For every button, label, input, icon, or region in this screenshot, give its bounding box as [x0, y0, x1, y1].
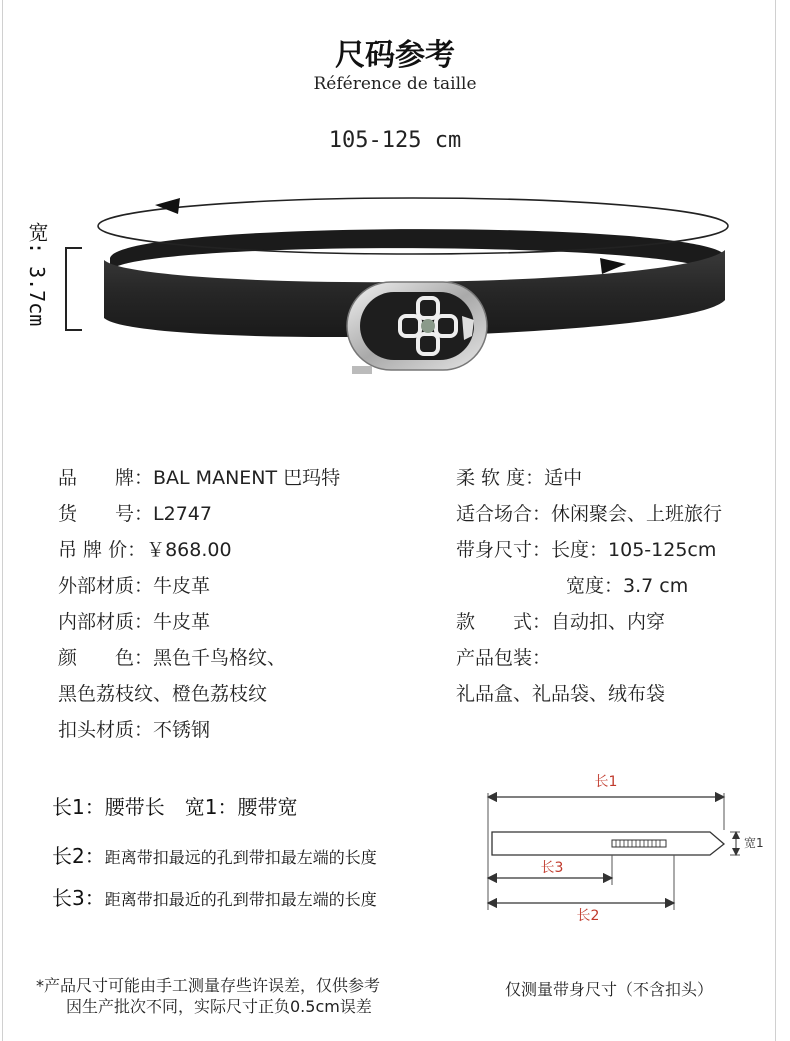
arrow-left-icon	[155, 198, 180, 214]
belt-image	[0, 180, 790, 390]
spec-packaging-items: 礼品盒、礼品袋、绒布袋	[456, 683, 666, 705]
spec-brand: 品 牌：BAL MANENT 巴玛特	[58, 467, 341, 489]
spec-outer-material: 外部材质：牛皮革	[58, 575, 211, 597]
belt-strip	[492, 832, 724, 855]
left-border	[2, 0, 3, 1041]
legend-length-width: 长1：腰带长 宽1：腰带宽	[52, 795, 298, 819]
spec-item-number: 货 号：L2747	[58, 503, 212, 525]
l1-label: 长1	[594, 774, 618, 790]
spec-softness: 柔 软 度：适中	[456, 467, 583, 489]
spec-occasion: 适合场合：休闲聚会、上班旅行	[456, 503, 723, 525]
spec-style: 款 式：自动扣、内穿	[456, 611, 666, 633]
page-subtitle: Référence de taille	[313, 74, 477, 94]
belt-width-label: 宽: 3.7cm	[25, 222, 49, 327]
buckle	[347, 282, 487, 374]
spec-color: 颜 色：黑色千鸟格纹、	[58, 647, 287, 669]
disclaimer-note: *产品尺寸可能由手工测量存些许误差，仅供参考 因生产批次不同，实际尺寸正负0.5cm误差	[36, 976, 381, 1016]
measurement-diagram	[470, 760, 780, 925]
w1-label: 宽1	[744, 836, 764, 850]
spec-packaging: 产品包装：	[456, 647, 552, 669]
l3-label: 长3	[540, 860, 564, 876]
measure-note: 仅测量带身尺寸（不含扣头）	[505, 980, 714, 999]
width-bracket	[66, 248, 82, 330]
spec-buckle-material: 扣头材质：不锈钢	[58, 719, 211, 741]
l2-label: 长2	[576, 908, 600, 924]
belt-back	[110, 229, 725, 275]
spec-belt-width: 宽度：3.7 cm	[566, 575, 689, 597]
spec-belt-size: 带身尺寸：长度：105-125cm	[456, 539, 717, 561]
spec-tag-price: 吊 牌 价：￥868.00	[58, 539, 232, 561]
spec-color-continued: 黑色荔枝纹、橙色荔枝纹	[58, 683, 268, 705]
legend-length3: 长3：距离带扣最近的孔到带扣最左端的长度	[52, 886, 377, 910]
arrow-right-icon	[600, 258, 626, 274]
legend-length2: 长2：距离带扣最远的孔到带扣最左端的长度	[52, 844, 377, 868]
page-title: 尺码参考	[335, 38, 455, 73]
spec-inner-material: 内部材质：牛皮革	[58, 611, 211, 633]
size-range: 105-125 cm	[328, 128, 462, 153]
